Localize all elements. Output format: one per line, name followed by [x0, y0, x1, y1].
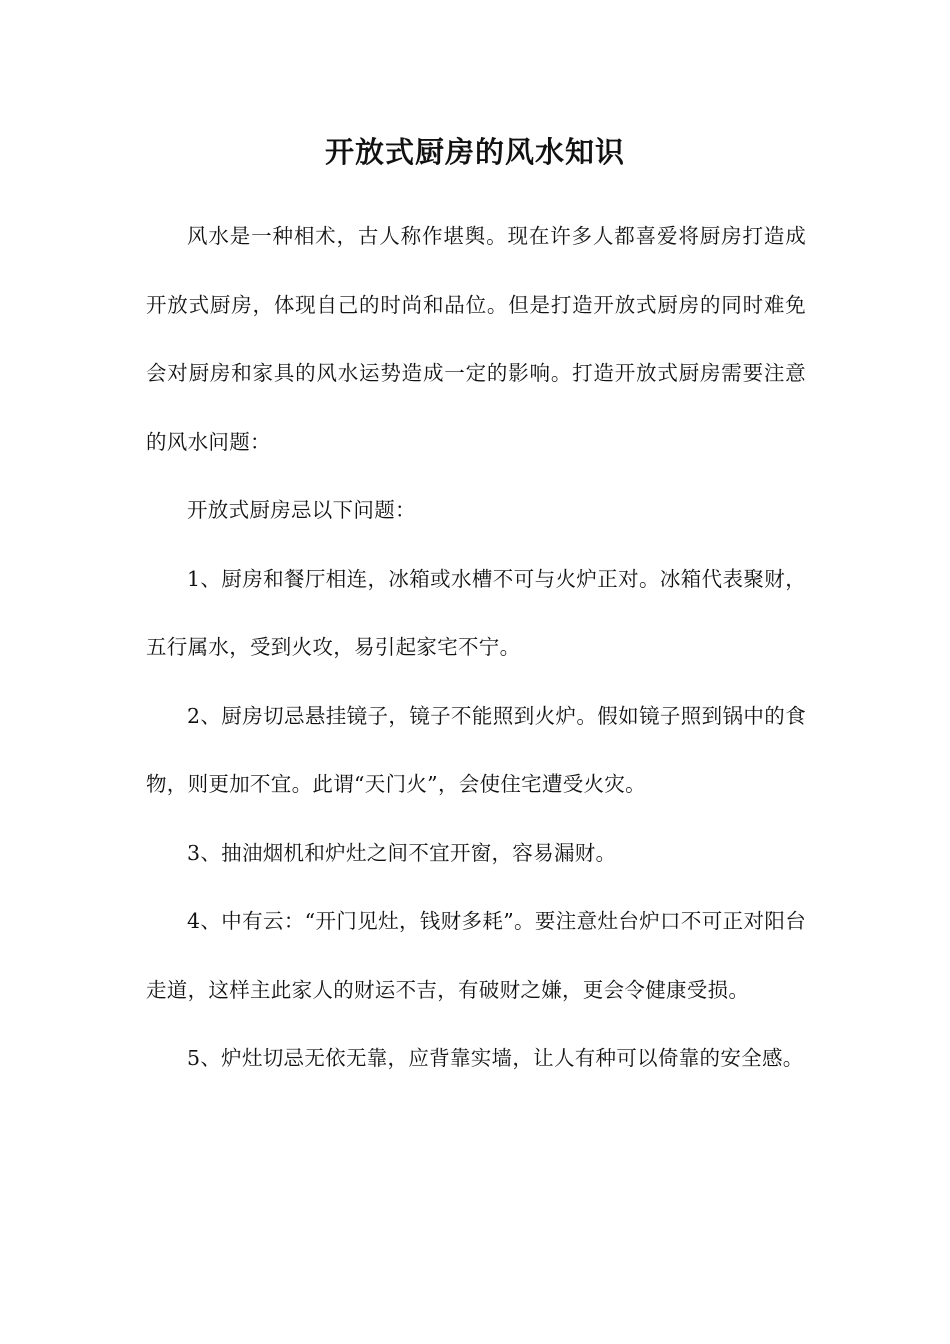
document-title: 开放式厨房的风水知识: [324, 135, 625, 169]
paragraph-heading: 开放式厨房忌以下问题：: [187, 498, 416, 522]
document-body: [146, 202, 806, 1093]
paragraph-item-3: 3、抽油烟机和炉灶之间不宜开窗，容易漏财。: [187, 840, 617, 865]
paragraph-item-2: 2、厨房切忌悬挂镜子，镜子不能照到火炉。假如镜子照到锅中的食物，则更加不宜。此谓“天门火”，会使住宅遭受火灾。: [146, 703, 806, 796]
paragraph-item-1: 1、厨房和餐厅相连，冰箱或水槽不可与火炉正对。冰箱代表聚财，五行属水，受到火攻，易引起家宅不宁。: [146, 566, 806, 659]
paragraph-item-5: 5、炉灶切忌无依无靠，应背靠实墙，让人有种可以倚靠的安全感。: [187, 1046, 804, 1070]
paragraph-intro: 风水是一种相术，古人称作堪舆。现在许多人都喜爱将厨房打造成开放式厨房，体现自己的时尚和品位。但是打造开放式厨房的同时难免会对厨房和家具的风水运势造成一定的影响。打造开放式厨房需要注意的风水问题：: [146, 224, 806, 454]
paragraph-item-4: 4、中有云：“开门见灶，钱财多耗”。要注意灶台炉口不可正对阳台走道，这样主此家人的财运不吉，有破财之嫌，更会令健康受损。: [146, 909, 806, 1002]
